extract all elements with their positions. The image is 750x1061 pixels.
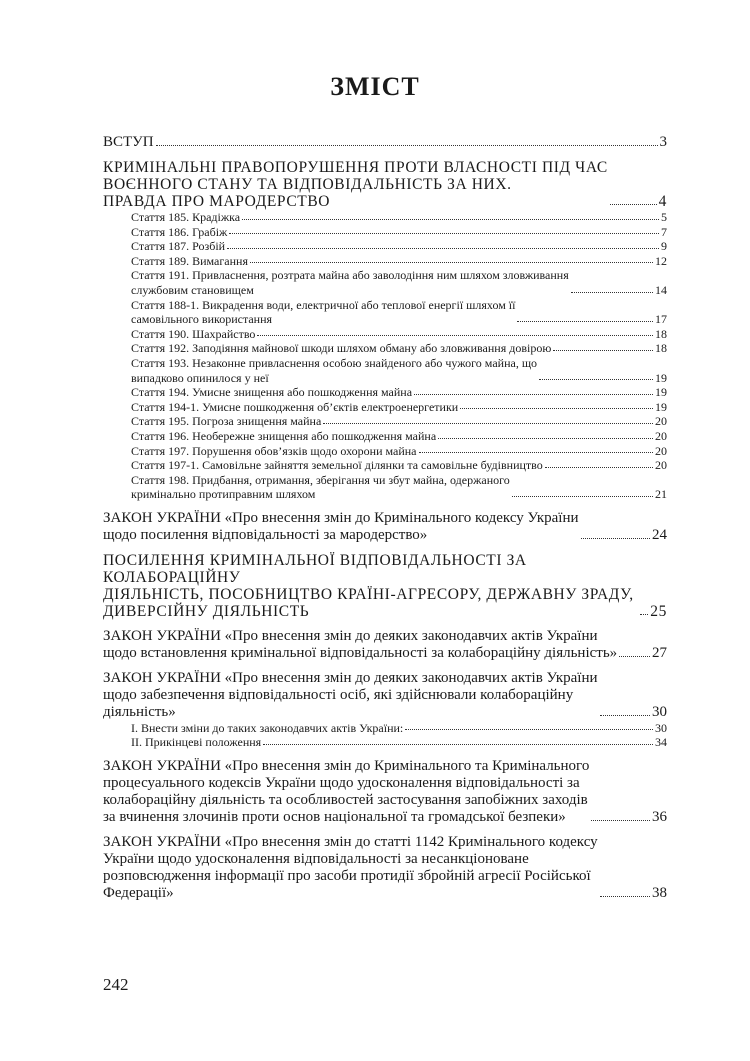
toc-subentry[interactable] [131, 400, 667, 415]
dot-leader [545, 467, 653, 468]
dot-leader [414, 394, 653, 395]
dot-leader [263, 744, 653, 745]
dot-leader [581, 538, 650, 539]
page-title: ЗМІСТ [330, 72, 420, 101]
toc-subentry-page: 18 [655, 341, 667, 356]
toc-subentry[interactable] [131, 254, 667, 269]
toc-subentry[interactable] [131, 721, 667, 736]
dot-leader [640, 614, 648, 615]
toc-subentry-page: 21 [655, 487, 667, 502]
dot-leader [619, 656, 650, 657]
toc-subentry[interactable] [131, 341, 667, 356]
toc-entry-page: 36 [652, 809, 667, 826]
toc-subentry[interactable] [131, 225, 667, 240]
toc-subentry-page: 34 [655, 735, 667, 750]
toc-subentry-text: I. Внести зміни до таких законодавчих актів України: [131, 720, 404, 735]
toc-entry-text: ПОСИЛЕННЯ КРИМІНАЛЬНОЇ ВІДПОВІДАЛЬНОСТІ ЗА КОЛАБОРАЦІЙНУ ДІЯЛЬНІСТЬ, ПОСОБНИЦТВО КРАЇНІ-АГРЕСОРУ, ДЕРЖАВНУ ЗРАДУ, ДИВЕРСІЙНУ ДІЯЛЬНІСТЬ [103, 551, 634, 620]
dot-leader [517, 321, 653, 322]
toc-subentry-page: 12 [655, 253, 667, 268]
dot-leader [591, 820, 650, 821]
dot-leader [600, 715, 651, 716]
dot-leader [610, 204, 657, 205]
toc-subentry-text: Стаття 188-1. Викрадення води, електричної або теплової енергії шляхом її самовільного використання [131, 297, 516, 327]
dot-leader [227, 248, 659, 249]
toc-subentry-text: II. Прикінцеві положення [131, 735, 262, 750]
toc-subentry-text: Стаття 197-1. Самовільне зайняття земельної ділянки та самовільне будівництво [131, 458, 543, 473]
toc-subentry-text: Стаття 194. Умисне знищення або пошкодження майна [131, 385, 413, 400]
dot-leader [600, 896, 650, 897]
toc-subentry-text: Стаття 190. Шахрайство [131, 326, 256, 341]
toc-subentry-page: 20 [655, 443, 667, 458]
toc-subentry-page: 7 [661, 224, 667, 239]
dot-leader [242, 219, 659, 220]
toc-entry-section-collaboration[interactable] [103, 552, 667, 620]
toc-entry-text: ЗАКОН УКРАЇНИ «Про внесення змін до деяких законодавчих актів України щодо забезпечення відповідальності осіб, які здійснювали колабораційну діяльність» [103, 669, 598, 720]
toc-subentry[interactable] [131, 735, 667, 750]
dot-leader [571, 292, 653, 293]
toc-subentry[interactable] [131, 210, 667, 225]
table-of-contents [103, 134, 667, 902]
toc-entry-section-property-crimes[interactable] [103, 159, 667, 210]
toc-subentry-text: Стаття 198. Придбання, отримання, зберігання чи збут майна, одержаного кримінально протиправним шляхом [131, 472, 510, 502]
toc-subentry-text: Стаття 187. Розбій [131, 239, 226, 254]
dot-leader [156, 145, 658, 146]
toc-entry-law-article-1142[interactable] [103, 834, 667, 902]
toc-subentry-text: Стаття 193. Незаконне привласнення особою знайденого або чужого майна, що випадково опинилося у неї [131, 355, 538, 385]
dot-leader [250, 262, 653, 263]
toc-subentry[interactable] [131, 327, 667, 342]
toc-subentry-text: Стаття 197. Порушення обов’язків щодо охорони майна [131, 443, 417, 458]
dot-leader [229, 233, 659, 234]
toc-subentry-page: 19 [655, 370, 667, 385]
toc-entry-page: 3 [659, 134, 667, 150]
toc-entry-page: 4 [658, 193, 667, 210]
toc-subentry[interactable] [131, 239, 667, 254]
page-number: 242 [103, 975, 129, 994]
toc-subentry-text: Стаття 189. Вимагання [131, 253, 248, 268]
dot-leader [438, 438, 653, 439]
toc-entry-text: ЗАКОН УКРАЇНИ «Про внесення змін до статті 1142 Кримінального кодексу України щодо удосконалення відповідальності за несанкціоноване розповсюдження інформації про засоби протидії збройній агресії Російської Федерації» [103, 834, 598, 902]
toc-entry-law-collaboration-liability[interactable] [103, 628, 667, 662]
toc-subentry-page: 20 [655, 414, 667, 429]
toc-entry-text: КРИМІНАЛЬНІ ПРАВОПОРУШЕННЯ ПРОТИ ВЛАСНОСТІ ПІД ЧАС ВОЄННОГО СТАНУ ТА ВІДПОВІДАЛЬНІСТЬ ЗА НИХ. ПРАВДА ПРО МАРОДЕРСТВО [103, 159, 608, 210]
toc-subentry-page: 30 [655, 720, 667, 735]
toc-subentry-page: 18 [655, 326, 667, 341]
toc-entry-text: ВСТУП [103, 134, 154, 150]
toc-subentry-text: Стаття 185. Крадіжка [131, 210, 241, 224]
toc-entry-page: 30 [652, 703, 667, 720]
toc-subentry-text: Стаття 186. Грабіж [131, 224, 228, 239]
toc-subentry[interactable] [131, 458, 667, 473]
toc-subentry-page: 17 [655, 312, 667, 327]
toc-subentry[interactable] [131, 356, 667, 385]
toc-entry-page: 38 [652, 885, 667, 902]
toc-subentry[interactable] [131, 444, 667, 459]
toc-entry-text: ЗАКОН УКРАЇНИ «Про внесення змін до Кримінального та Кримінального процесуального кодексів України щодо удосконалення відповідальності за колабораційну діяльність та особливостей застосування запобіжних заходів за вчинення злочинів проти основ національної та громадської безпеки» [103, 758, 590, 826]
dot-leader [323, 423, 653, 424]
toc-subentry[interactable] [131, 298, 667, 327]
toc-entry-text: ЗАКОН УКРАЇНИ «Про внесення змін до Кримінального кодексу України щодо посилення відповідальності за мародерство» [103, 509, 579, 543]
toc-subentry[interactable] [131, 414, 667, 429]
toc-subentry-page: 9 [661, 239, 667, 254]
toc-subentry[interactable] [131, 473, 667, 502]
toc-subentry-page: 14 [655, 282, 667, 297]
dot-leader [553, 350, 653, 351]
dot-leader [460, 408, 653, 409]
toc-subentry-page: 19 [655, 385, 667, 400]
toc-subentry-page: 19 [655, 399, 667, 414]
toc-subentry-page: 5 [661, 210, 667, 224]
dot-leader [257, 335, 653, 336]
toc-subentry-text: Стаття 195. Погроза знищення майна [131, 414, 322, 429]
toc-subentry-text: Стаття 191. Привласнення, розтрата майна або заволодіння ним шляхом зловживання службовим становищем [131, 268, 569, 297]
dot-leader [405, 729, 653, 730]
toc-subentry-text: Стаття 196. Необережне знищення або пошкодження майна [131, 428, 437, 443]
toc-subentry[interactable] [131, 429, 667, 444]
dot-leader [539, 379, 653, 380]
toc-entry-page: 24 [652, 526, 667, 543]
dot-leader [512, 496, 653, 497]
toc-entry-law-criminal-procedure[interactable] [103, 758, 667, 826]
toc-subentry[interactable] [131, 385, 667, 400]
toc-entry-law-collaboration-persons[interactable] [103, 670, 667, 721]
toc-subentry-page: 20 [655, 428, 667, 443]
toc-subentry-text: Стаття 192. Заподіяння майнової шкоди шляхом обману або зловживання довірою [131, 341, 552, 356]
toc-entry-law-marauding[interactable] [103, 510, 667, 544]
toc-subentry-page: 20 [655, 458, 667, 473]
dot-leader [419, 452, 654, 453]
toc-entry-text: ЗАКОН УКРАЇНИ «Про внесення змін до деяких законодавчих актів України щодо встановлення кримінальної відповідальності за колабораційну діяльність» [103, 627, 618, 661]
toc-subentry[interactable] [131, 268, 667, 297]
toc-entry-page: 25 [650, 602, 667, 620]
toc-entry-page: 27 [652, 644, 667, 661]
toc-entry-intro[interactable] [103, 134, 667, 151]
toc-subentry-text: Стаття 194-1. Умисне пошкодження об’єктів електроенергетики [131, 399, 459, 414]
